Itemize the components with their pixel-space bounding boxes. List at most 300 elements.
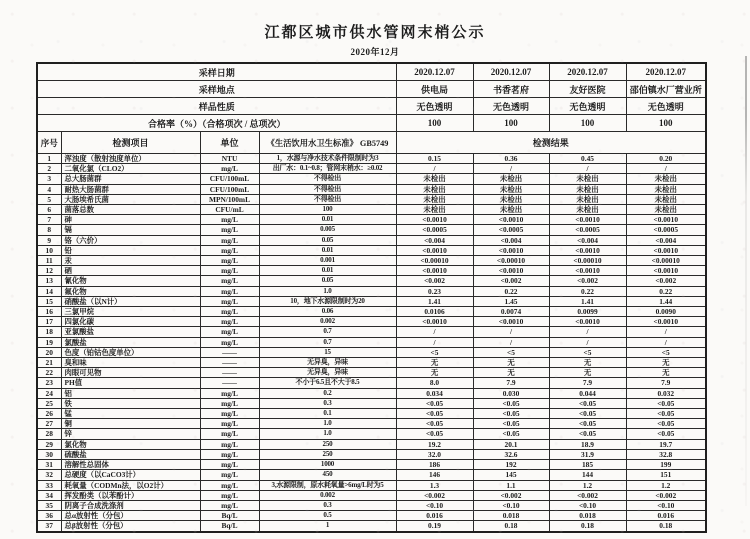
table-row — [37, 388, 706, 398]
result-site1: 无 — [396, 358, 473, 368]
table-row — [37, 215, 706, 225]
result-site4: 无 — [626, 368, 706, 378]
unit-value: mg/L — [200, 266, 259, 276]
row-number: 13 — [37, 276, 61, 286]
result-site4: <0.05 — [626, 429, 706, 439]
result-site4: 0.016 — [626, 511, 706, 521]
test-item-name: 阴离子合成洗涤剂 — [61, 500, 200, 510]
row-number: 29 — [37, 439, 61, 449]
result-site4: 未检出 — [626, 184, 706, 194]
table-row — [37, 460, 706, 470]
standard-limit: 450 — [259, 470, 396, 480]
test-item-name: 汞 — [61, 256, 200, 266]
result-site3: <0.0010 — [549, 317, 626, 327]
result-site2: <0.0005 — [473, 225, 549, 235]
result-site2: 未检出 — [473, 194, 549, 204]
result-site2: 0.36 — [473, 154, 549, 164]
result-site2: <0.05 — [473, 398, 549, 408]
test-item-name: 铜 — [61, 419, 200, 429]
unit-value: MPN/100mL — [200, 194, 259, 204]
result-site1: <0.05 — [396, 409, 473, 419]
standard-limit: 无异臭，异味 — [259, 358, 396, 368]
row-number: 31 — [37, 460, 61, 470]
result-site1: 146 — [396, 470, 473, 480]
result-site3: / — [549, 337, 626, 347]
table-row — [37, 439, 706, 449]
sample-info-row — [37, 63, 706, 81]
table-row — [37, 317, 706, 327]
info-value-site4: 2020.12.07 — [626, 63, 706, 81]
table-row — [37, 449, 706, 459]
table-row — [37, 307, 706, 317]
standard-limit: 0.01 — [259, 266, 396, 276]
sample-info-row — [37, 115, 706, 132]
row-number: 26 — [37, 409, 61, 419]
standard-limit: 0.01 — [259, 245, 396, 255]
test-item-name: 肉眼可见物 — [61, 368, 200, 378]
result-site4: <0.05 — [626, 419, 706, 429]
sample-info-section — [37, 63, 706, 132]
result-site1: 0.034 — [396, 388, 473, 398]
result-site4: <5 — [626, 347, 706, 357]
table-row — [37, 347, 706, 357]
test-item-name: 总大肠菌群 — [61, 174, 200, 184]
result-site1: <5 — [396, 347, 473, 357]
result-site3: 1.41 — [549, 296, 626, 306]
standard-limit: 0.05 — [259, 276, 396, 286]
unit-value: mg/L — [200, 470, 259, 480]
result-site2: <0.0010 — [473, 215, 549, 225]
standard-limit: 0.05 — [259, 235, 396, 245]
result-site1: <0.05 — [396, 429, 473, 439]
result-site4: <0.00010 — [626, 256, 706, 266]
info-row-label: 合格率（%）（合格项次 / 总项次） — [37, 115, 396, 132]
result-site2: 无 — [473, 368, 549, 378]
result-site4: 7.9 — [626, 378, 706, 388]
result-site2: 20.1 — [473, 439, 549, 449]
result-site3: 0.044 — [549, 388, 626, 398]
standard-limit: 不得检出 — [259, 194, 396, 204]
result-site1: <0.05 — [396, 398, 473, 408]
standard-limit: 0.002 — [259, 490, 396, 500]
test-item-name: 铁 — [61, 398, 200, 408]
result-site3: <0.10 — [549, 500, 626, 510]
result-site1: 0.23 — [396, 286, 473, 296]
test-item-name: 四氯化碳 — [61, 317, 200, 327]
result-site3: 0.018 — [549, 511, 626, 521]
unit-value: mg/L — [200, 215, 259, 225]
result-site2: <0.002 — [473, 490, 549, 500]
result-site4: <0.0005 — [626, 225, 706, 235]
test-item-name: 铬（六价） — [61, 235, 200, 245]
info-value-site3: 100 — [549, 115, 626, 132]
test-item-name: PH值 — [61, 378, 200, 388]
table-row — [37, 521, 706, 532]
standard-limit: 1.0 — [259, 429, 396, 439]
row-number: 4 — [37, 184, 61, 194]
table-row — [37, 358, 706, 368]
standard-limit: 0.1 — [259, 409, 396, 419]
result-site4: 199 — [626, 460, 706, 470]
result-site2: 未检出 — [473, 205, 549, 215]
result-site3: <0.002 — [549, 490, 626, 500]
standard-limit: 0.2 — [259, 388, 396, 398]
result-site4: <0.05 — [626, 409, 706, 419]
row-number: 27 — [37, 419, 61, 429]
result-site2: 0.030 — [473, 388, 549, 398]
row-number: 30 — [37, 449, 61, 459]
col-header-results: 检测结果 — [396, 132, 706, 154]
unit-value: mg/L — [200, 480, 259, 490]
row-number: 23 — [37, 378, 61, 388]
test-item-name: 菌落总数 — [61, 205, 200, 215]
standard-limit: 1.0 — [259, 419, 396, 429]
test-item-name: 浑浊度（散射浊度单位） — [61, 154, 200, 164]
row-number: 5 — [37, 194, 61, 204]
test-item-name: 镉 — [61, 225, 200, 235]
result-site1: / — [396, 164, 473, 174]
result-site2: / — [473, 164, 549, 174]
test-item-name: 锰 — [61, 409, 200, 419]
table-row — [37, 276, 706, 286]
test-item-name: 氯化物 — [61, 439, 200, 449]
sample-info-row — [37, 81, 706, 98]
test-item-name: 大肠埃希氏菌 — [61, 194, 200, 204]
standard-limit: 0.3 — [259, 398, 396, 408]
table-row — [37, 266, 706, 276]
test-item-name: 铅 — [61, 245, 200, 255]
result-site3: <5 — [549, 347, 626, 357]
result-site3: 未检出 — [549, 205, 626, 215]
unit-value: mg/L — [200, 419, 259, 429]
standard-limit: 1.0 — [259, 286, 396, 296]
result-site4: <0.0010 — [626, 215, 706, 225]
result-site3: <0.05 — [549, 429, 626, 439]
result-site1: <0.002 — [396, 276, 473, 286]
column-header-section — [37, 132, 706, 154]
result-site1: <0.0010 — [396, 215, 473, 225]
result-site4: <0.05 — [626, 398, 706, 408]
unit-value: mg/L — [200, 449, 259, 459]
row-number: 14 — [37, 286, 61, 296]
result-site3: 无 — [549, 368, 626, 378]
info-value-site2: 书香茗府 — [473, 81, 549, 98]
result-site3: <0.05 — [549, 409, 626, 419]
info-value-site1: 100 — [396, 115, 473, 132]
result-site4: 1.44 — [626, 296, 706, 306]
table-row — [37, 368, 706, 378]
result-site4: 151 — [626, 470, 706, 480]
result-site1: 0.15 — [396, 154, 473, 164]
table-row — [37, 286, 706, 296]
info-value-site3: 友好医院 — [549, 81, 626, 98]
test-results-section — [37, 154, 706, 532]
test-item-name: 亚氯酸盐 — [61, 327, 200, 337]
result-site1: / — [396, 337, 473, 347]
result-site1: 未检出 — [396, 174, 473, 184]
info-row-label: 采样日期 — [37, 63, 396, 81]
result-site1: <0.002 — [396, 490, 473, 500]
col-header-no: 序号 — [37, 132, 61, 154]
result-site4: 未检出 — [626, 174, 706, 184]
result-site1: <0.10 — [396, 500, 473, 510]
table-row — [37, 174, 706, 184]
result-site1: 未检出 — [396, 184, 473, 194]
info-value-site4: 100 — [626, 115, 706, 132]
row-number: 22 — [37, 368, 61, 378]
result-site2: 0.22 — [473, 286, 549, 296]
standard-limit: 0.5 — [259, 511, 396, 521]
result-site2: 1.45 — [473, 296, 549, 306]
result-site1: 32.0 — [396, 449, 473, 459]
row-number: 36 — [37, 511, 61, 521]
result-site3: <0.002 — [549, 276, 626, 286]
result-site4: <0.002 — [626, 276, 706, 286]
row-number: 28 — [37, 429, 61, 439]
row-number: 3 — [37, 174, 61, 184]
info-value-site2: 无色透明 — [473, 98, 549, 115]
col-header-item: 检测项目 — [61, 132, 200, 154]
result-site3: <0.05 — [549, 419, 626, 429]
result-site4: / — [626, 327, 706, 337]
result-site3: 18.9 — [549, 439, 626, 449]
info-value-site1: 供电局 — [396, 81, 473, 98]
result-site3: <0.0010 — [549, 245, 626, 255]
unit-value: mg/L — [200, 256, 259, 266]
standard-limit: 0.3 — [259, 500, 396, 510]
result-site3: 未检出 — [549, 184, 626, 194]
standard-limit: 不小于6.5且不大于8.5 — [259, 378, 396, 388]
table-row — [37, 256, 706, 266]
unit-value: NTU — [200, 154, 259, 164]
result-site3: <0.00010 — [549, 256, 626, 266]
row-number: 15 — [37, 296, 61, 306]
test-item-name: 铝 — [61, 388, 200, 398]
standard-limit: 无异臭，异味 — [259, 368, 396, 378]
result-site1: <0.0010 — [396, 245, 473, 255]
table-row — [37, 490, 706, 500]
standard-limit: 1，水源与净水技术条件限制时为3 — [259, 154, 396, 164]
unit-value: —— — [200, 347, 259, 357]
result-site1: 19.2 — [396, 439, 473, 449]
standard-limit: 15 — [259, 347, 396, 357]
standard-limit: 出厂水：0.1~0.8；管网末梢水：≥0.02 — [259, 164, 396, 174]
row-number: 8 — [37, 225, 61, 235]
row-number: 11 — [37, 256, 61, 266]
result-site2: 0.18 — [473, 521, 549, 532]
table-row — [37, 511, 706, 521]
page-subtitle: 2020年12月 — [350, 47, 400, 57]
row-number: 9 — [37, 235, 61, 245]
standard-limit: 0.005 — [259, 225, 396, 235]
result-site3: 1.2 — [549, 480, 626, 490]
table-row — [37, 164, 706, 174]
result-site2: <0.0010 — [473, 266, 549, 276]
standard-limit: 250 — [259, 439, 396, 449]
result-site4: 0.22 — [626, 286, 706, 296]
result-site1: <0.00010 — [396, 256, 473, 266]
row-number: 34 — [37, 490, 61, 500]
table-row — [37, 327, 706, 337]
result-site2: 7.9 — [473, 378, 549, 388]
info-value-site2: 100 — [473, 115, 549, 132]
result-site2: <0.05 — [473, 409, 549, 419]
unit-value: mg/L — [200, 429, 259, 439]
result-site2: <5 — [473, 347, 549, 357]
standard-limit: 0.7 — [259, 327, 396, 337]
col-header-standard: 《生活饮用水卫生标准》 GB5749 — [259, 132, 396, 154]
result-site2: 1.1 — [473, 480, 549, 490]
result-site4: 无 — [626, 358, 706, 368]
standard-limit: 3,水源限制，原水耗氧量>6mg/L时为5 — [259, 480, 396, 490]
result-site3: 144 — [549, 470, 626, 480]
result-site2: 192 — [473, 460, 549, 470]
unit-value: mg/L — [200, 245, 259, 255]
standard-limit: 10，地下水源限制时为20 — [259, 296, 396, 306]
standard-limit: 0.06 — [259, 307, 396, 317]
result-site1: 186 — [396, 460, 473, 470]
standard-limit: 100 — [259, 205, 396, 215]
unit-value: mg/L — [200, 490, 259, 500]
unit-value: mg/L — [200, 500, 259, 510]
unit-value: mg/L — [200, 276, 259, 286]
info-value-site4: 邵伯镇水厂营业所 — [626, 81, 706, 98]
info-value-site3: 无色透明 — [549, 98, 626, 115]
unit-value: mg/L — [200, 460, 259, 470]
result-site4: 0.032 — [626, 388, 706, 398]
row-number: 16 — [37, 307, 61, 317]
col-header-unit: 单位 — [200, 132, 259, 154]
result-site4: <0.0010 — [626, 266, 706, 276]
test-item-name: 溶解性总固体 — [61, 460, 200, 470]
result-site1: / — [396, 327, 473, 337]
row-number: 20 — [37, 347, 61, 357]
table-row — [37, 409, 706, 419]
table-row — [37, 235, 706, 245]
sample-info-row — [37, 98, 706, 115]
row-number: 1 — [37, 154, 61, 164]
result-site4: <0.0010 — [626, 245, 706, 255]
result-site4: 19.7 — [626, 439, 706, 449]
result-site1: <0.0010 — [396, 266, 473, 276]
unit-value: mg/L — [200, 388, 259, 398]
result-site4: 未检出 — [626, 194, 706, 204]
table-row — [37, 398, 706, 408]
unit-value: mg/L — [200, 286, 259, 296]
unit-value: mg/L — [200, 164, 259, 174]
unit-value: CFU/mL — [200, 205, 259, 215]
result-site2: 无 — [473, 358, 549, 368]
standard-limit: 不得检出 — [259, 184, 396, 194]
unit-value: mg/L — [200, 327, 259, 337]
result-site1: 1.3 — [396, 480, 473, 490]
info-value-site1: 无色透明 — [396, 98, 473, 115]
result-site3: <0.05 — [549, 398, 626, 408]
test-item-name: 耐热大肠菌群 — [61, 184, 200, 194]
result-site1: 0.016 — [396, 511, 473, 521]
result-site3: 185 — [549, 460, 626, 470]
result-site4: 未检出 — [626, 205, 706, 215]
unit-value: —— — [200, 358, 259, 368]
table-row — [37, 184, 706, 194]
test-item-name: 二氧化氯（CLO2） — [61, 164, 200, 174]
result-site1: 8.0 — [396, 378, 473, 388]
result-site2: <0.10 — [473, 500, 549, 510]
result-site4: / — [626, 337, 706, 347]
info-row-label: 样品性质 — [37, 98, 396, 115]
result-site2: 0.018 — [473, 511, 549, 521]
row-number: 6 — [37, 205, 61, 215]
row-number: 33 — [37, 480, 61, 490]
unit-value: mg/L — [200, 439, 259, 449]
result-site1: <0.004 — [396, 235, 473, 245]
result-site3: / — [549, 164, 626, 174]
result-site4: 1.2 — [626, 480, 706, 490]
unit-value: mg/L — [200, 235, 259, 245]
table-row — [37, 296, 706, 306]
table-row — [37, 194, 706, 204]
standard-limit: 250 — [259, 449, 396, 459]
row-number: 37 — [37, 521, 61, 532]
result-site2: <0.004 — [473, 235, 549, 245]
row-number: 17 — [37, 317, 61, 327]
result-site4: <0.10 — [626, 500, 706, 510]
test-item-name: 氯酸盐 — [61, 337, 200, 347]
info-value-site3: 2020.12.07 — [549, 63, 626, 81]
row-number: 21 — [37, 358, 61, 368]
test-item-name: 硫酸盐 — [61, 449, 200, 459]
test-item-name: 总α放射性（分包） — [61, 511, 200, 521]
result-site3: 0.45 — [549, 154, 626, 164]
row-number: 25 — [37, 398, 61, 408]
result-site3: <0.004 — [549, 235, 626, 245]
standard-limit: 1000 — [259, 460, 396, 470]
table-row — [37, 480, 706, 490]
unit-value: mg/L — [200, 398, 259, 408]
test-item-name: 硒 — [61, 266, 200, 276]
result-site2: <0.00010 — [473, 256, 549, 266]
result-site3: <0.0010 — [549, 215, 626, 225]
result-site2: <0.05 — [473, 429, 549, 439]
info-value-site4: 无色透明 — [626, 98, 706, 115]
row-number: 7 — [37, 215, 61, 225]
result-site3: 0.18 — [549, 521, 626, 532]
table-row — [37, 500, 706, 510]
row-number: 35 — [37, 500, 61, 510]
test-item-name: 锌 — [61, 429, 200, 439]
unit-value: mg/L — [200, 225, 259, 235]
unit-value: —— — [200, 378, 259, 388]
test-item-name: 色度（铂钴色度单位） — [61, 347, 200, 357]
row-number: 10 — [37, 245, 61, 255]
result-site4: / — [626, 164, 706, 174]
result-site1: 0.0106 — [396, 307, 473, 317]
result-site2: <0.0010 — [473, 245, 549, 255]
result-site3: 31.9 — [549, 449, 626, 459]
test-item-name: 三氯甲烷 — [61, 307, 200, 317]
result-site3: / — [549, 327, 626, 337]
result-site2: <0.05 — [473, 419, 549, 429]
result-site1: <0.0005 — [396, 225, 473, 235]
standard-limit: 0.7 — [259, 337, 396, 347]
test-item-name: 总硬度（以CaCO3计） — [61, 470, 200, 480]
result-site3: 0.22 — [549, 286, 626, 296]
test-item-name: 臭和味 — [61, 358, 200, 368]
table-row — [37, 205, 706, 215]
test-item-name: 耗氧量（CODMn法，以O2计） — [61, 480, 200, 490]
unit-value: CFU/100mL — [200, 184, 259, 194]
result-site4: <0.002 — [626, 490, 706, 500]
